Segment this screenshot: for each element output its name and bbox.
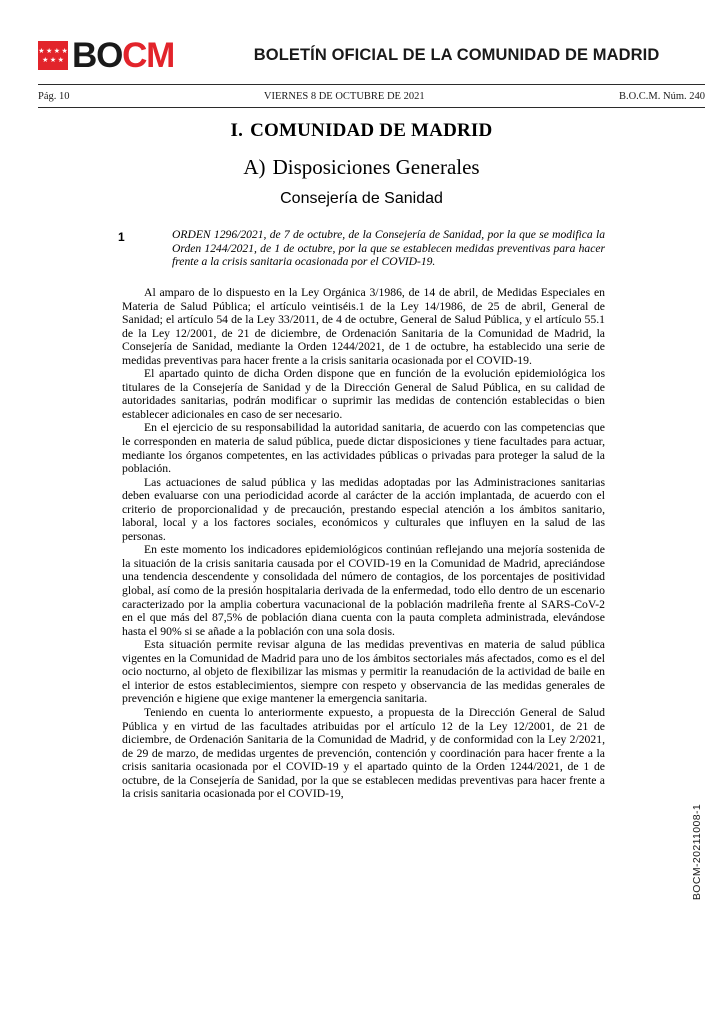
body-paragraph: El apartado quinto de dicha Orden dispone que en función de la evolución epidemiológica los titulares de la Consejería de Sanidad y de la Dirección General de Salud Pública, en su calidad de autoridades sanitarias, podrán modificar o suprimir las medidas de contención establecidas o bien establecer adicionales en caso de ser necesario.	[122, 367, 605, 421]
body-paragraph: Teniendo en cuenta lo anteriormente expuesto, a propuesta de la Dirección General de Salud Pública y en virtud de las facultades atribuidas por el artículo 12 de la Ley 12/2001, de 21 de diciembre, de Ordenación Sanitaria de la Comunidad de Madrid, y de conformidad con la Ley 2/2021, de 29 de marzo, de medidas urgentes de prevención, contención y coordinación para hacer frente a la crisis sanitaria ocasionada por el COVID-19 y el apartado quinto de la Orden 1244/2021, de 1 de octubre, de la Consejería de Sanidad, por la que se establecen medidas preventivas para hacer frente a la crisis sanitaria ocasionada por el COVID-19,	[122, 705, 605, 801]
star-row-bottom	[42, 57, 64, 64]
body-paragraph: En el ejercicio de su responsabilidad la autoridad sanitaria, de acuerdo con las competencias que le corresponden en materia de salud pública, puede dictar disposiciones y tiene facultades para actuar, mediante los órganos competentes, en las actividades públicas o privadas para proteger la salud de la población.	[122, 421, 605, 476]
subsection-heading	[0, 155, 723, 180]
section-numeral: I.	[230, 120, 244, 141]
star-icon: ★	[61, 46, 68, 55]
body-paragraph: Las actuaciones de salud pública y las medidas adoptadas por las Administraciones sanitarias deben evaluarse con una periodicidad acorde al carácter de la acción implantada, de acuerdo con el criterio de proporcionalidad y de precaución, prestando especial atención a los ámbitos sanitario, laboral, local y a los factores sociales, económicos y culturales que influyen en la salud de las personas.	[122, 475, 605, 543]
item-title: ORDEN 1296/2021, de 7 de octubre, de la Consejería de Sanidad, por la que se modifica la Orden 1244/2021, de 1 de octubre, por la que se establecen medidas preventivas para hacer frente a la crisis sanitaria ocasionada por el COVID-19.	[172, 228, 605, 269]
document-side-code: BOCM-20211008-1	[691, 803, 703, 901]
publication-date: VIERNES 8 DE OCTUBRE DE 2021	[263, 91, 425, 102]
madrid-seven-stars-icon	[38, 41, 68, 70]
header-rule-bottom	[38, 107, 705, 108]
issuing-organ: Consejería de Sanidad	[280, 190, 443, 207]
item-heading	[118, 228, 605, 269]
star-icon: ★	[49, 55, 57, 64]
bocm-logo	[38, 33, 174, 78]
masthead-title: BOLETÍN OFICIAL DE LA COMUNIDAD DE MADRID	[253, 46, 660, 64]
body-paragraph: Esta situación permite revisar alguna de las medidas preventivas en materia de salud pública vigentes en la Comunidad de Madrid para uno de los ámbitos sectoriales más afectados, como es el del ocio nocturno, al objeto de flexibilizar las mismas y permitir la reanudación de la actividad de baile en el interior de estos establecimientos, siempre con respeto y observancia de las medidas generales de prevención e higiene que exige mantener la emergencia sanitaria.	[122, 638, 605, 706]
item-number: 1	[118, 230, 125, 244]
bocm-wordmark	[72, 38, 174, 73]
subsection-title: Disposiciones Generales	[272, 155, 480, 179]
document-body	[122, 286, 605, 801]
star-row-top	[38, 48, 68, 55]
bocm-wordmark-bo: BO	[72, 36, 123, 75]
subsection-letter: A)	[243, 155, 266, 179]
masthead	[38, 33, 705, 78]
star-icon: ★	[45, 46, 53, 55]
star-icon: ★	[38, 46, 45, 55]
page-number-label: Pág. 10	[38, 91, 70, 102]
body-paragraph: En este momento los indicadores epidemiológicos continúan reflejando una mejoría sostenida de la situación de la crisis sanitaria causada por el COVID-19 en la Comunidad de Madrid, apreciándose una tendencia descendente y consolidada del número de contagios, de los porcentajes de positividad global, así como de la presión hospitalaria derivada de la enfermedad, todo ello dentro de un escenario caracterizado por la amplia cobertura vacunacional de la población madrileña frente al SARS-CoV-2 en el que más del 87,5% de población diana cuenta con la pauta completa administrada, elevándose hasta el 90% si se añade a la población con una sola dosis.	[122, 543, 605, 638]
star-icon: ★	[57, 55, 64, 64]
star-icon: ★	[42, 55, 49, 64]
header-rule-top	[38, 84, 705, 85]
section-title: COMUNIDAD DE MADRID	[250, 120, 493, 141]
issue-number: B.O.C.M. Núm. 240	[618, 91, 705, 102]
body-paragraph: Al amparo de lo dispuesto en la Ley Orgánica 3/1986, de 14 de abril, de Medidas Especiales en Materia de Salud Pública; el artículo veintiséis.1 de la Ley 14/1986, de 25 de abril, General de Sanidad; el artículo 54 de la Ley 33/2011, de 4 de octubre, General de Salud Pública, y el artículo 55.1 de la Ley 12/2001, de 21 de diciembre, de Ordenación Sanitaria de la Comunidad de Madrid, la Consejería de Sanidad, mediante la Orden 1244/2021, de 1 de octubre, ha establecido una serie de medidas preventivas para hacer frente a la crisis sanitaria ocasionada por el COVID-19.	[122, 286, 605, 367]
running-head	[38, 88, 705, 105]
star-icon: ★	[53, 46, 61, 55]
section-heading	[0, 120, 723, 142]
bocm-wordmark-cm: CM	[122, 36, 175, 75]
